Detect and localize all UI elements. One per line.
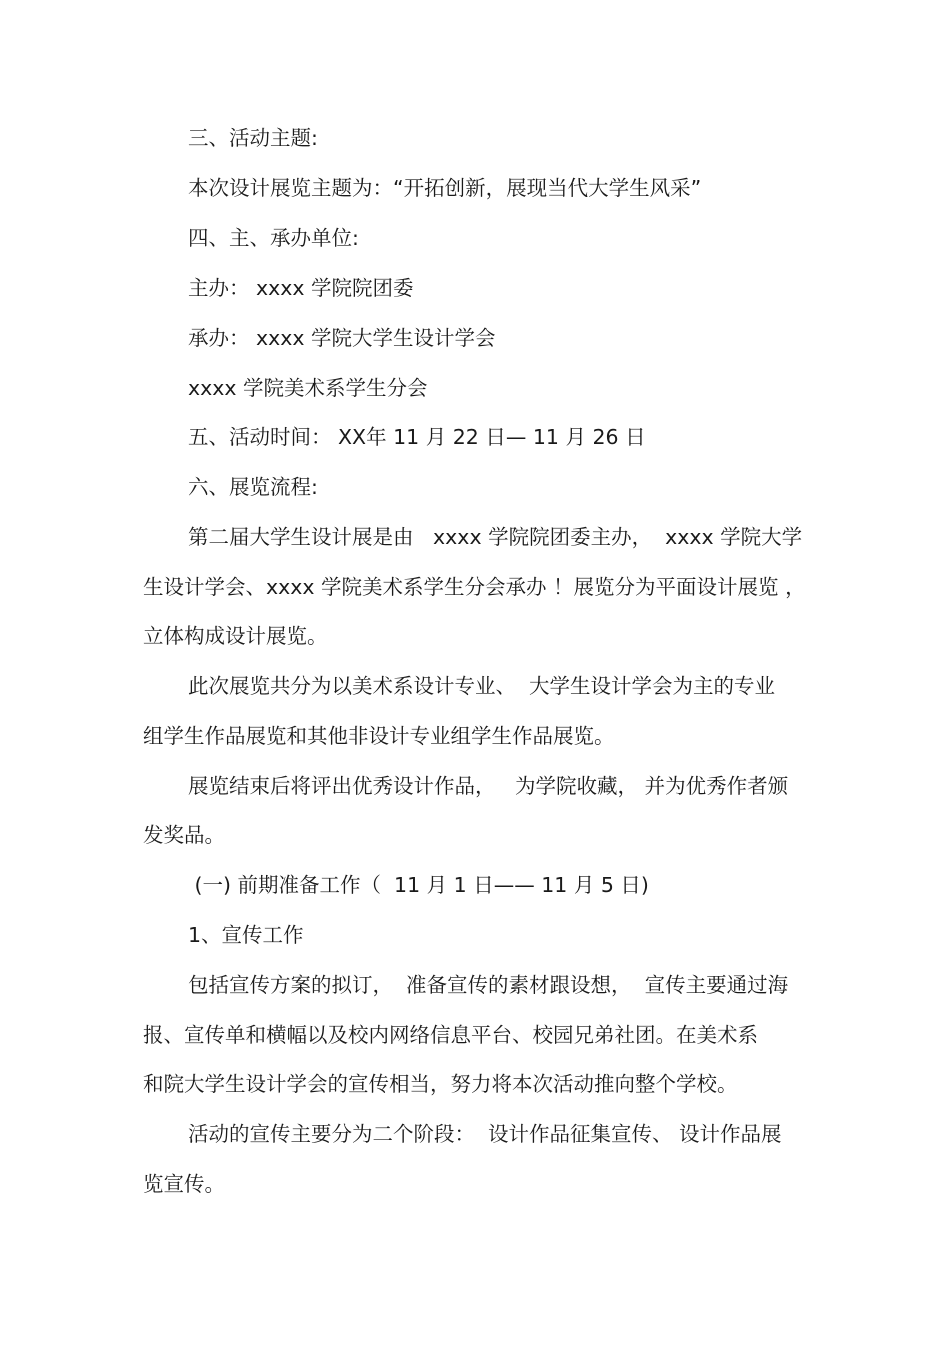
heading-organizers: 四、主、承办单位:: [188, 226, 359, 250]
text-organizer-2: xxxx 学院美术系学生分会: [188, 376, 428, 400]
paragraph-line: 报、宣传单和横幅以及校内网络信息平台、校园兄弟社团。在美术系: [143, 1023, 758, 1047]
paragraph-line: 立体构成设计展览。: [143, 624, 328, 648]
paragraph-line: 活动的宣传主要分为二个阶段： 设计作品征集宣传、 设计作品展: [188, 1122, 782, 1146]
heading-activity-time: 五、活动时间： XX年 11 月 22 日— 11 月 26 日: [188, 425, 646, 449]
subheading-publicity: 1、宣传工作: [188, 923, 304, 947]
heading-activity-theme: 三、活动主题:: [188, 126, 318, 150]
paragraph-line: 发奖品。: [143, 823, 225, 847]
paragraph-line: 组学生作品展览和其他非设计专业组学生作品展览。: [143, 724, 615, 748]
paragraph-line: 第二届大学生设计展是由 xxxx 学院院团委主办， xxxx 学院大学: [188, 525, 803, 549]
text-organizer: 承办： xxxx 学院大学生设计学会: [188, 326, 496, 350]
text-host: 主办： xxxx 学院院团委: [188, 276, 414, 300]
heading-exhibition-process: 六、展览流程:: [188, 475, 318, 499]
paragraph-line: 和院大学生设计学会的宣传相当，努力将本次活动推向整个学校。: [143, 1072, 738, 1096]
paragraph-line: 生设计学会、xxxx 学院美术系学生分会承办 ！展览分为平面设计展览 ，: [143, 575, 806, 599]
paragraph-line: 览宣传。: [143, 1172, 225, 1196]
subheading-preparation: (一) 前期准备工作（ 11 月 1 日—— 11 月 5 日): [188, 873, 649, 897]
text-theme-statement: 本次设计展览主题为：“开拓创新，展现当代大学生风采”: [188, 176, 702, 200]
paragraph-line: 此次展览共分为以美术系设计专业、 大学生设计学会为主的专业: [188, 674, 776, 698]
paragraph-line: 包括宣传方案的拟订， 准备宣传的素材跟设想， 宣传主要通过海: [188, 973, 789, 997]
paragraph-line: 展览结束后将评出优秀设计作品， 为学院收藏， 并为优秀作者颁: [188, 774, 789, 798]
